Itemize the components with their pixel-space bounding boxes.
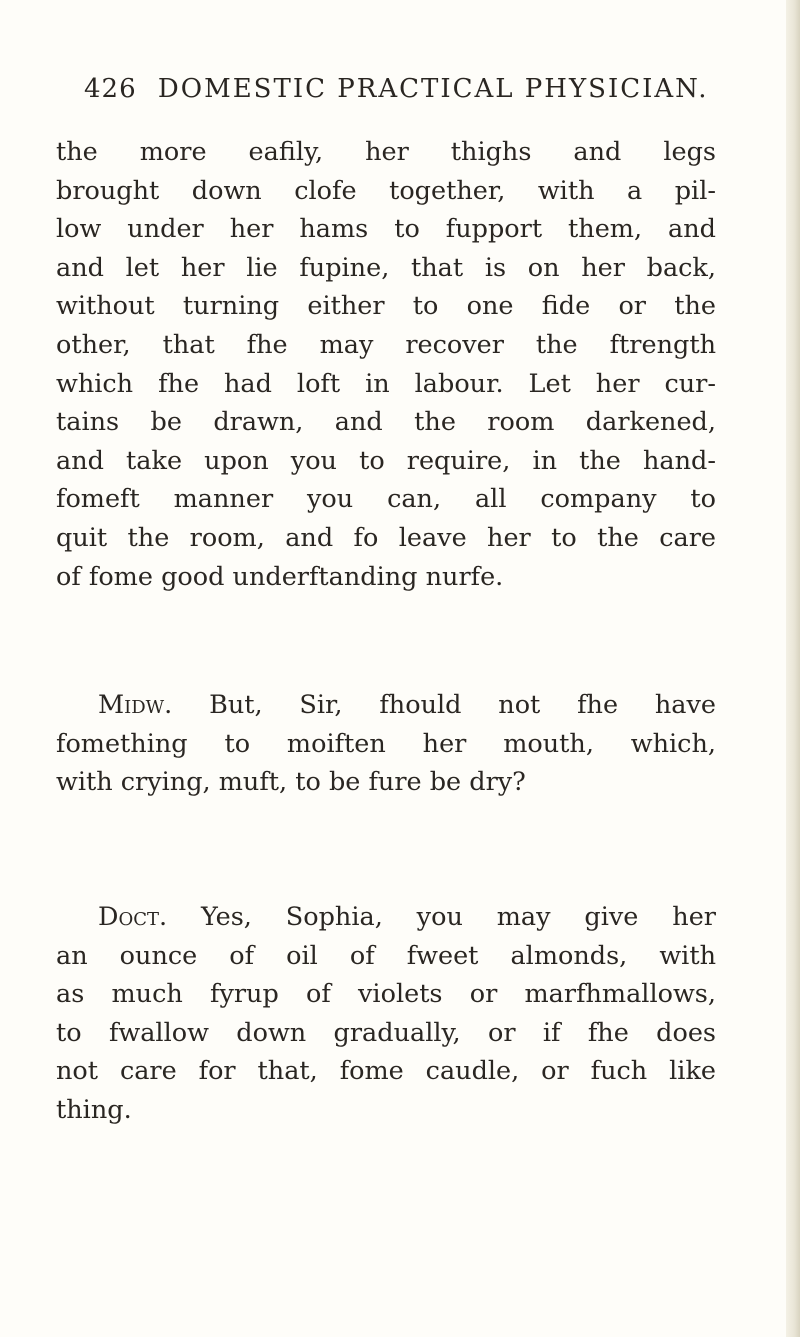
text-line: an ounce of oil of fweet almonds, with [56,940,716,971]
text-line: fomeft manner you can, all company to [56,484,716,515]
paragraph-2 [56,686,716,802]
dialogue-text: But, Sir, fhould not fhe have [209,690,717,720]
text-line: quit the room, and fo leave her to the care [56,522,716,553]
dialogue-text: Yes, Sophia, you may give her [200,902,716,932]
running-head: DOMESTIC PRACTICAL PHYSICIAN. [157,74,709,104]
text-line: brought down clofe together, with a pil- [56,175,716,206]
text-line: with crying, muft, to be fure be dry? [56,767,526,798]
text-line: thing. [56,1094,132,1125]
text-line: other, that fhe may recover the ftrength [56,329,716,360]
speaker-midwife: Midw. [98,690,173,720]
text-line: and let her lie fupine, that is on her back, [56,252,716,283]
paragraph-3 [56,898,716,1130]
text-line: the more eafily, her thighs and legs [56,137,716,167]
text-line: tains be drawn, and the room darkened, [56,407,716,438]
text-line: and take upon you to require, in the hand- [56,445,716,476]
text-line: of fome good underftanding nurfe. [56,561,504,592]
page-edge-shadow [786,0,800,1337]
text-line: low under her hams to fupport them, and [56,214,716,245]
text-line: as much fyrup of violets or marfhmallows, [56,979,716,1010]
text-line: not care for that, fome caudle, or fuch like [56,1056,716,1087]
text-line [56,898,716,937]
text-line: which fhe had loft in labour. Let her cur- [56,368,716,399]
text-line: without turning either to one fide or the [56,291,716,322]
paragraph-1 [56,133,716,596]
text-line [56,686,716,725]
page-number: 426 [84,74,137,104]
text-line: fomething to moiften her mouth, which, [56,728,716,759]
page-header [84,74,709,104]
text-line: to fwallow down gradually, or if fhe does [56,1017,716,1048]
speaker-doctor: Doct. [98,902,168,932]
